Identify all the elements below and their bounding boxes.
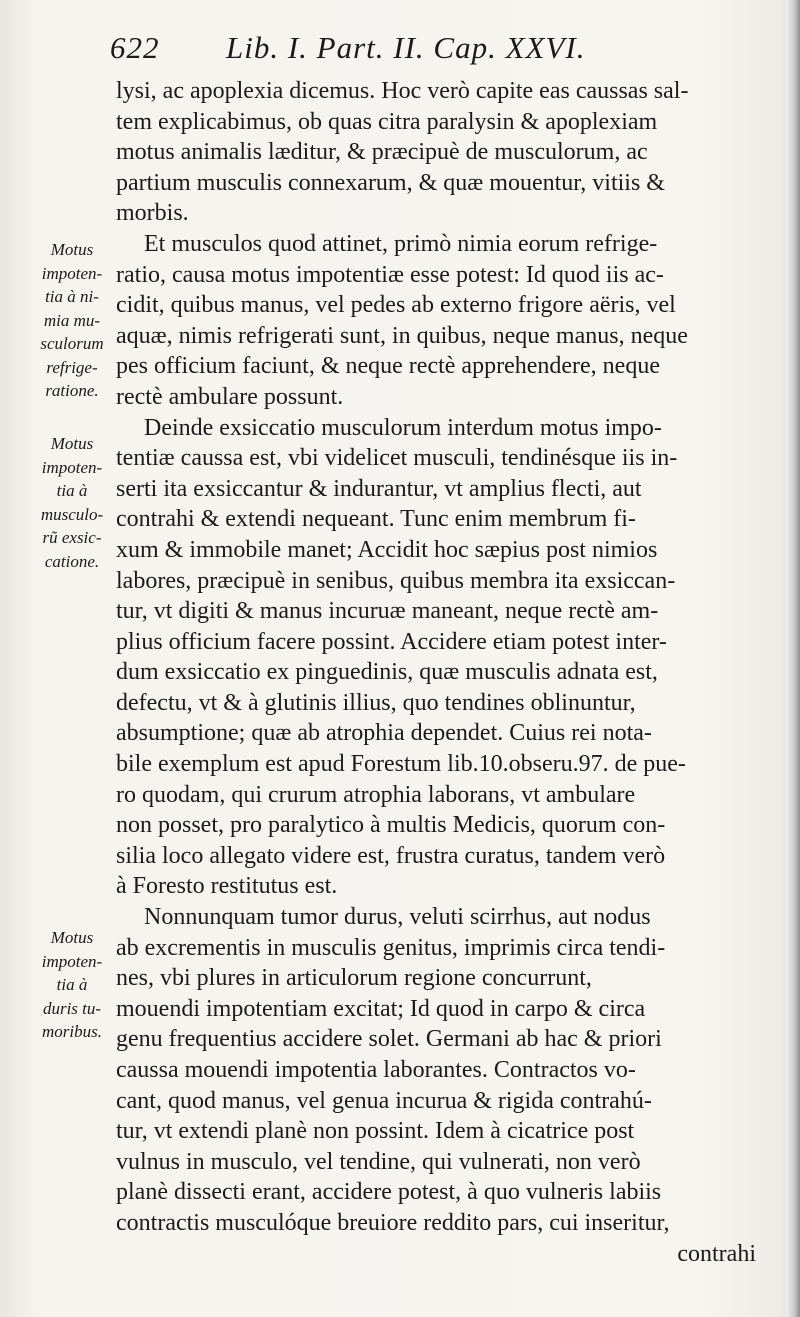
text-line: lysi, ac apoplexia dicemus. Hoc verò capite eas caussas sal- xyxy=(116,78,689,104)
text-line: plius officium facere possint. Accidere etiam potest inter- xyxy=(116,628,667,655)
margin-note-line: impoten- xyxy=(41,263,103,283)
text-line: xum & immobile manet; Accidit hoc sæpius post nimios xyxy=(116,536,658,563)
page-number: 622 xyxy=(110,30,160,65)
body-text xyxy=(116,76,756,1269)
text-line: contrahi & extendi nequeant. Tunc enim membrum fi- xyxy=(116,506,636,533)
text-line: vulnus in musculo, vel tendine, qui vulnerati, non verò xyxy=(116,1148,641,1175)
margin-note-line: musculo- xyxy=(40,504,104,524)
text-line: Nonnunquam tumor durus, veluti scirrhus, aut nodus xyxy=(144,904,651,931)
text-line: partium musculis connexarum, & quæ mouentur, vitiis & xyxy=(116,169,665,196)
margin-note-line: rũ exsic- xyxy=(42,528,102,547)
text-line: mouendi impotentiam excitat; Id quod in carpo & circa xyxy=(116,995,646,1022)
text-line: cidit, quibus manus, vel pedes ab externo frigore aëris, vel xyxy=(116,292,676,319)
margin-note-line: impoten- xyxy=(41,457,103,477)
margin-note-line: impoten- xyxy=(41,951,103,971)
text-line: ab excrementis in musculis genitus, imprimis circa tendi- xyxy=(116,934,666,961)
margin-note-line: refrige- xyxy=(46,357,98,377)
text-line: rectè ambulare possunt. xyxy=(116,383,344,410)
text-line: tentiæ caussa est, vbi videlicet musculi, tendinésque iis in- xyxy=(116,445,678,472)
text-line: serti ita exsiccantur & indurantur, vt amplius flecti, aut xyxy=(116,475,642,502)
text-line: bile exemplum est apud Forestum lib.10.obseru.97. de pue- xyxy=(116,751,686,778)
margin-note-line: catione. xyxy=(44,551,100,571)
text-line: defectu, vt & à glutinis illius, quo tendines oblinuntur, xyxy=(116,689,636,716)
text-line: tur, vt digiti & manus incuruæ maneant, neque rectè am- xyxy=(116,598,659,625)
text-line: silia loco allegato videre est, frustra curatus, tandem verò xyxy=(116,842,666,869)
text-line: pes officium faciunt, & neque rectè apprehendere, neque xyxy=(116,353,660,380)
page-edge xyxy=(786,0,800,1317)
text-line: contractis musculóque breuiore reddito pars, cui inseritur, xyxy=(116,1209,670,1236)
text-line: Et musculos quod attinet, primò nimia eorum refrige- xyxy=(144,230,658,257)
margin-note-line: tia à xyxy=(56,481,88,500)
text-line: nes, vbi plures in articulorum regione concurrunt, xyxy=(116,965,592,992)
text-line: cant, quod manus, vel genua incurua & rigida contrahú- xyxy=(116,1087,652,1114)
text-line: contrahi xyxy=(677,1240,756,1267)
margin-note-line: tia à xyxy=(56,975,88,994)
text-line: non posset, pro paralytico à multis Medicis, quorum con- xyxy=(116,812,666,839)
text-line: morbis. xyxy=(116,200,189,227)
text-line: à Foresto restitutus est. xyxy=(116,873,338,900)
margin-note-line: sculorum xyxy=(40,334,104,353)
text-line: motus animalis læditur, & præcipuè de musculorum, ac xyxy=(116,139,648,166)
margin-note-line: Motus xyxy=(50,240,94,259)
text-line: absumptione; quæ ab atrophia dependet. Cuius rei nota- xyxy=(116,720,652,747)
text-line: dum exsiccatio ex pinguedinis, quæ musculis adnata est, xyxy=(116,659,658,686)
margin-note-line: Motus xyxy=(50,434,94,453)
margin-note-line: duris tu- xyxy=(42,998,102,1018)
margin-note-line: tia à ni- xyxy=(45,287,99,306)
text-line: aquæ, nimis refrigerati sunt, in quibus, neque manus, neque xyxy=(116,322,688,349)
page-header xyxy=(110,30,750,70)
text-line: planè dissecti erant, accidere potest, à quo vulneris labiis xyxy=(116,1179,662,1206)
margin-note-line: mia mu- xyxy=(43,310,101,330)
text-line: tur, vt extendi planè non possint. Idem à cicatrice post xyxy=(116,1118,635,1145)
margin-note-line: ratione. xyxy=(45,381,99,400)
text-line: ratio, causa motus impotentiæ esse potest: Id quod iis ac- xyxy=(116,261,664,288)
margin-note-line: Motus xyxy=(50,928,94,947)
text-line: labores, præcipuè in senibus, quibus membra ita exsiccan- xyxy=(116,567,676,594)
margin-note xyxy=(40,432,104,573)
margin-note-line: moribus. xyxy=(42,1022,102,1041)
margin-note xyxy=(40,926,104,1044)
margin-note xyxy=(40,238,104,403)
text-line: caussa mouendi impotentia laborantes. Contractos vo- xyxy=(116,1057,636,1083)
text-line: tem explicabimus, ob quas citra paralysin & apoplexiam xyxy=(116,108,658,135)
text-line: genu frequentius accidere solet. Germani ab hac & priori xyxy=(116,1026,662,1053)
text-line: Deinde exsiccatio musculorum interdum motus impo- xyxy=(144,414,662,441)
text-line: ro quodam, qui crurum atrophia laborans, vt ambulare xyxy=(116,781,636,808)
running-title: Lib. I. Part. II. Cap. XXVI. xyxy=(226,30,586,65)
